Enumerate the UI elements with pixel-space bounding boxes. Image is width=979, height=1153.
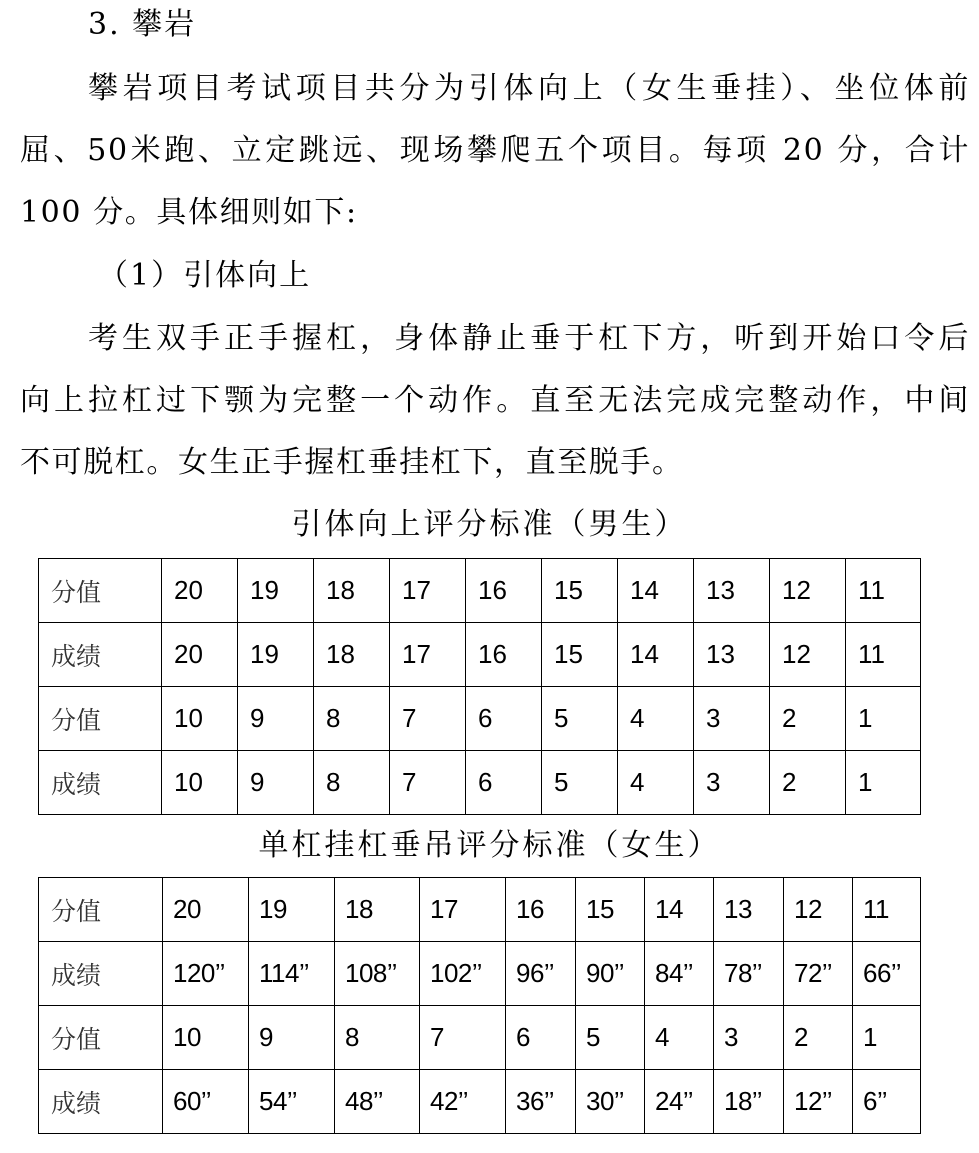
table-cell: 72’’ [784,942,853,1006]
paragraph-line: 考生双手正手握杠，身体静止垂于杠下方，听到开始口令后 [88,321,970,356]
table-cell: 19 [238,623,314,687]
table-cell: 1 [853,1006,921,1070]
table-cell: 48’’ [335,1070,420,1134]
table-cell: 36’’ [506,1070,576,1134]
table-cell: 15 [542,559,618,623]
paragraph-line: 攀岩项目考试项目共分为引体向上（女生垂挂）、坐位体前 [88,71,970,106]
table-row [39,1070,921,1134]
table-row [39,942,921,1006]
table-cell: 6 [466,751,542,815]
table-title-male: 引体向上评分标准（男生） [291,507,688,542]
table-cell: 66’’ [853,942,921,1006]
table-cell: 4 [618,687,694,751]
row-label: 成绩 [39,751,162,815]
hang-score-table [38,877,921,1134]
paragraph-line: 向上拉杠过下颚为完整一个动作。直至无法完成完整动作，中间 [20,383,970,418]
table-cell: 3 [694,751,770,815]
table-cell: 5 [576,1006,645,1070]
table-row [39,751,921,815]
table-cell: 10 [162,687,238,751]
row-label: 成绩 [39,942,163,1006]
sub-heading: （1）引体向上 [98,258,312,293]
table-cell: 16 [466,559,542,623]
table-cell: 54’’ [249,1070,335,1134]
table-cell: 8 [335,1006,420,1070]
table-cell: 9 [249,1006,335,1070]
table-cell: 1 [846,751,921,815]
table-cell: 6’’ [853,1070,921,1134]
table-cell: 2 [770,687,846,751]
table-cell: 10 [163,1006,249,1070]
table-cell: 13 [694,623,770,687]
table-row [39,559,921,623]
table-cell: 108’’ [335,942,420,1006]
table-cell: 18 [335,878,420,942]
table-cell: 12 [784,878,853,942]
table-cell: 6 [506,1006,576,1070]
table-cell: 7 [390,687,466,751]
table-cell: 20 [162,623,238,687]
table-cell: 30’’ [576,1070,645,1134]
table-cell: 90’’ [576,942,645,1006]
table-cell: 14 [618,559,694,623]
table-cell: 20 [162,559,238,623]
table-cell: 102’’ [420,942,506,1006]
row-label: 成绩 [39,623,162,687]
table-cell: 17 [390,559,466,623]
table-cell: 13 [694,559,770,623]
table-cell: 19 [249,878,335,942]
table-cell: 14 [618,623,694,687]
pullup-score-table [38,558,921,815]
table-cell: 14 [645,878,714,942]
table-cell: 1 [846,687,921,751]
table-cell: 16 [466,623,542,687]
table-cell: 11 [846,623,921,687]
table-cell: 9 [238,751,314,815]
table-cell: 2 [784,1006,853,1070]
table-cell: 17 [420,878,506,942]
table-cell: 2 [770,751,846,815]
table-cell: 24’’ [645,1070,714,1134]
table-cell: 120’’ [163,942,249,1006]
table-cell: 15 [542,623,618,687]
table-title-female: 单杠挂杠垂吊评分标准（女生） [258,828,721,863]
table-cell: 114’’ [249,942,335,1006]
paragraph-line: 不可脱杠。女生正手握杠垂挂杠下，直至脱手。 [20,445,684,480]
section-heading: 3. 攀岩 [88,7,197,42]
table-row [39,623,921,687]
table-cell: 18 [314,559,390,623]
table-cell: 96’’ [506,942,576,1006]
row-label: 分值 [39,878,163,942]
paragraph-line: 屈、50米跑、立定跳远、现场攀爬五个项目。每项 20 分，合计 [20,133,970,168]
table-cell: 11 [853,878,921,942]
table-row [39,1006,921,1070]
table-cell: 42’’ [420,1070,506,1134]
table-cell: 9 [238,687,314,751]
table-cell: 11 [846,559,921,623]
table-cell: 18 [314,623,390,687]
table-cell: 12 [770,559,846,623]
table-cell: 5 [542,751,618,815]
table-cell: 84’’ [645,942,714,1006]
table-cell: 4 [645,1006,714,1070]
table-cell: 16 [506,878,576,942]
row-label: 分值 [39,687,162,751]
table-cell: 18’’ [714,1070,784,1134]
table-row [39,687,921,751]
table-cell: 10 [162,751,238,815]
row-label: 成绩 [39,1070,163,1134]
table-cell: 3 [694,687,770,751]
row-label: 分值 [39,1006,163,1070]
paragraph-line: 100 分。具体细则如下: [20,195,358,230]
table-row [39,878,921,942]
row-label: 分值 [39,559,162,623]
table-cell: 7 [390,751,466,815]
table-cell: 60’’ [163,1070,249,1134]
table-cell: 4 [618,751,694,815]
table-cell: 6 [466,687,542,751]
table-cell: 5 [542,687,618,751]
table-cell: 8 [314,687,390,751]
table-cell: 12’’ [784,1070,853,1134]
table-cell: 3 [714,1006,784,1070]
table-cell: 7 [420,1006,506,1070]
table-cell: 13 [714,878,784,942]
table-cell: 8 [314,751,390,815]
table-cell: 20 [163,878,249,942]
table-cell: 15 [576,878,645,942]
table-cell: 12 [770,623,846,687]
table-cell: 19 [238,559,314,623]
table-cell: 78’’ [714,942,784,1006]
table-cell: 17 [390,623,466,687]
